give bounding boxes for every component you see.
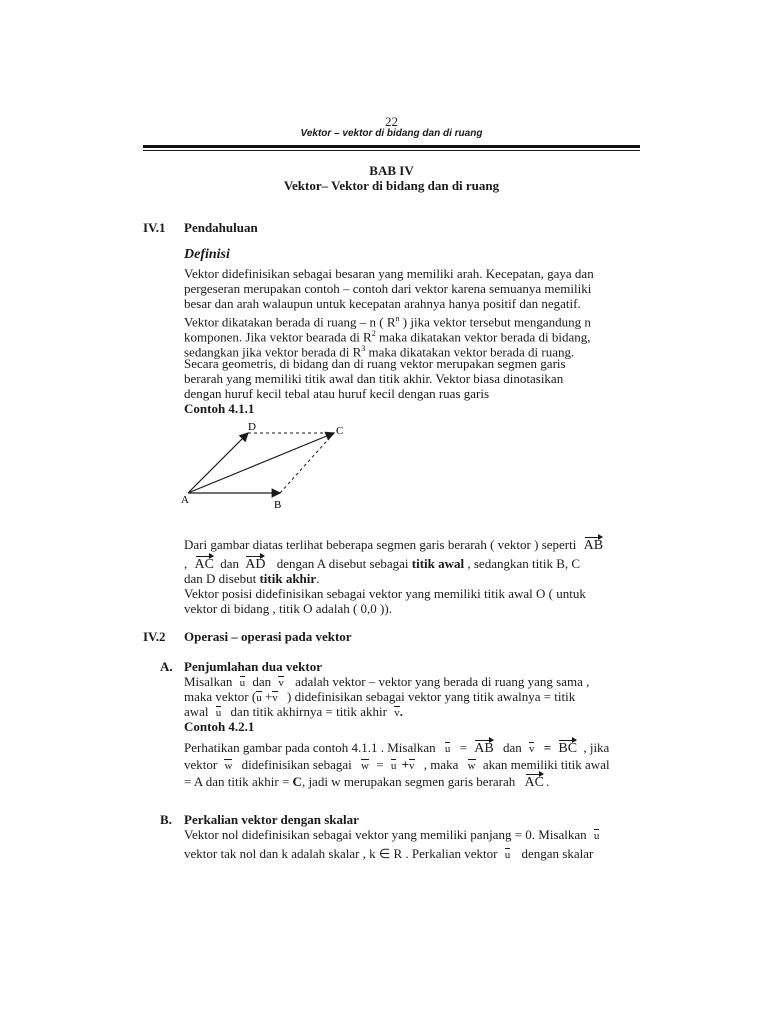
point-label-b: B: [274, 499, 282, 511]
text: ,: [184, 556, 188, 571]
text: komponen. Jika vektor bearada di R: [184, 329, 372, 345]
vector-bc-notation: BC: [558, 741, 578, 756]
header-rule-thick: [143, 145, 640, 148]
para-line: Secara geometris, di bidang dan di ruang vektor merupakan segmen garis: [184, 356, 566, 371]
para-line: [184, 740, 609, 757]
text: , maka: [423, 757, 459, 772]
text: ) jika vektor tersebut mengandung n: [399, 314, 591, 330]
header-rule-thin: [143, 150, 640, 151]
para-line: pergeseran merupakan contoh – contoh dari vektor karena semuanya memiliki: [184, 281, 592, 296]
text: Vektor nol didefinisikan sebagai vektor yang memiliki panjang = 0. Misalkan: [184, 827, 587, 842]
text: dan titik akhirnya = titik akhir: [230, 704, 387, 719]
vector-u-notation: u: [390, 760, 397, 772]
subsection-title: Perkalian vektor dengan skalar: [184, 812, 359, 827]
para-line: [184, 774, 549, 790]
text: =: [376, 757, 384, 772]
para-line: berarah yang memiliki titik awal dan titik akhir. Vektor biasa dinotasikan: [184, 371, 564, 386]
text: .: [316, 571, 320, 586]
superscript: 3: [361, 344, 366, 353]
text-bold: C: [292, 774, 302, 789]
text: awal: [184, 704, 209, 719]
text: = A dan titik akhir =: [184, 774, 290, 789]
text: dengan A disebut sebagai: [276, 556, 409, 571]
text: +: [401, 757, 409, 772]
para-line: [184, 556, 580, 572]
section-number: IV.1: [143, 220, 166, 235]
text: , jadi w merupakan segmen garis berarah: [301, 774, 516, 789]
vector-v-notation: v: [528, 743, 535, 755]
text: Perhatikan gambar pada contoh 4.1.1 . Misalkan: [184, 740, 436, 755]
para-line: [184, 846, 593, 863]
text: adalah vektor – vektor yang berada di ruang yang sama ,: [295, 674, 590, 689]
vector-ac-notation: AC: [194, 557, 214, 572]
point-label-c: C: [336, 425, 344, 437]
text: dan: [220, 556, 239, 571]
text: dengan skalar: [521, 846, 594, 861]
subsection-title: Penjumlahan dua vektor: [184, 659, 322, 674]
text: sedangkan jika vektor berada di R: [184, 344, 362, 360]
para-line: besar dan arah walaupun untuk kecepatan arahnya hanya positif dan negatif.: [184, 296, 581, 311]
para-line: [184, 757, 610, 774]
para-line: dengan huruf kecil tebal atau huruf kecil dengan ruas garis: [184, 386, 490, 401]
definisi-heading: Definisi: [184, 247, 230, 262]
text: akan memiliki titik awal: [482, 757, 610, 772]
vector-u-notation: u: [504, 849, 511, 861]
vector-u-notation: u: [239, 677, 246, 689]
vector-w-notation: w: [224, 760, 233, 772]
para-line: vektor di bidang , titik O adalah ( 0,0 )).: [184, 601, 392, 616]
dashed-line-bc: [280, 433, 334, 493]
text: .: [399, 704, 403, 719]
text: vektor tak nol dan k adalah skalar , k ∈ R . Perkalian vektor: [184, 846, 498, 861]
vector-ab-notation: AB: [583, 538, 604, 553]
vector-ac-notation: AC: [524, 775, 544, 790]
vector-u-notation: u: [444, 743, 451, 755]
page-number: 22: [385, 114, 398, 129]
text: .: [545, 774, 550, 789]
text: maka dikatakan vektor berada di bidang,: [375, 329, 591, 345]
text-bold: titik awal: [411, 556, 465, 571]
para-line: [184, 571, 319, 586]
text: dan: [502, 740, 522, 755]
text: dan: [252, 674, 272, 689]
text: =: [459, 740, 467, 755]
superscript: n: [395, 314, 400, 323]
text: Dari gambar diatas terlihat beberapa segmen garis berarah ( vektor ) seperti: [184, 537, 577, 552]
text: maka dikatakan vektor berada di ruang.: [365, 344, 575, 360]
vector-w-notation: w: [467, 760, 476, 772]
vector-u-notation: u: [593, 830, 600, 842]
vector-v-notation: v: [278, 677, 284, 689]
running-title: Vektor – vektor di bidang dan di ruang: [300, 128, 483, 139]
text: ) didefinisikan sebagai vektor yang titik awalnya = titik: [287, 689, 576, 704]
vector-ab-notation: AB: [474, 741, 494, 756]
vector-v-notation: v: [394, 707, 400, 719]
subsection-letter: A.: [160, 659, 173, 674]
section-title: Pendahuluan: [184, 220, 258, 235]
subsection-letter: B.: [160, 812, 172, 827]
text: Vektor dikatakan berada di ruang – n ( R: [184, 314, 396, 330]
para-line: Vektor posisi didefinisikan sebagai vektor yang memiliki titik awal O ( untuk: [184, 586, 586, 601]
vector-ad-notation: AD: [245, 557, 266, 572]
text: didefinisikan sebagai: [241, 757, 352, 772]
point-label-a: A: [181, 494, 189, 506]
section-title: Operasi – operasi pada vektor: [184, 629, 352, 644]
vector-u-notation: u: [215, 707, 222, 719]
vector-u-notation: u: [256, 692, 262, 704]
vector-ac: [188, 433, 334, 493]
point-label-d: D: [248, 421, 256, 433]
contoh-label: Contoh 4.2.1: [184, 719, 255, 734]
vector-v-notation: v: [409, 760, 415, 772]
text: , sedangkan titik B, C: [467, 556, 581, 571]
vector-v-notation: v: [272, 692, 278, 704]
para-line: [184, 827, 599, 844]
text: dan D disebut: [184, 571, 257, 586]
chapter-title: Vektor– Vektor di bidang dan di ruang: [283, 178, 500, 193]
text-bold: titik akhir: [259, 571, 317, 586]
text: , jika: [583, 740, 610, 755]
para-line: [184, 537, 603, 553]
text: maka vektor (: [184, 689, 257, 704]
text: =: [543, 740, 552, 755]
para-line: Vektor didefinisikan sebagai besaran yang memiliki arah. Kecepatan, gaya dan: [184, 266, 594, 281]
vector-ad: [188, 433, 248, 493]
superscript: 2: [371, 329, 376, 338]
text: +: [264, 689, 273, 704]
text: vektor: [184, 757, 218, 772]
contoh-label: Contoh 4.1.1: [184, 401, 255, 416]
section-number: IV.2: [143, 629, 166, 644]
text: Misalkan: [184, 674, 233, 689]
chapter-label: BAB IV: [369, 163, 414, 178]
vector-diagram: [176, 418, 356, 518]
vector-w-notation: w: [361, 760, 369, 772]
